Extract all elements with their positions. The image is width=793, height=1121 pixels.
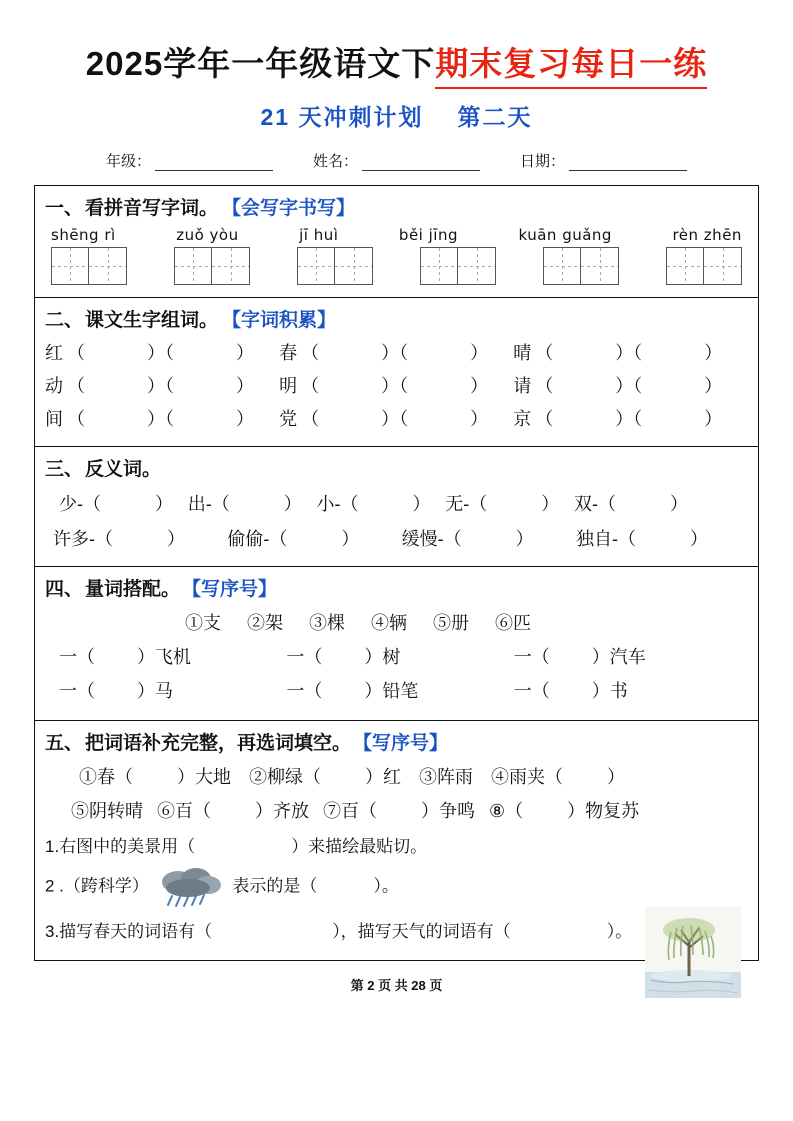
idiom-option[interactable]	[157, 797, 309, 823]
title-black-part: 2025学年一年级语文下	[85, 45, 436, 82]
antonym-item[interactable]: 无-（ ）	[445, 494, 560, 514]
suffix-label: ）树	[364, 647, 401, 667]
idiom-suffix: ）	[607, 767, 625, 787]
measure-word-item[interactable]	[59, 677, 286, 703]
idiom-option[interactable]	[489, 797, 639, 823]
word-build-row	[45, 405, 748, 431]
prefix-label: 一（	[513, 681, 550, 701]
tianzige-cell[interactable]	[666, 247, 704, 285]
antonym-label: 缓慢-	[401, 529, 444, 549]
exercise-frame	[34, 185, 759, 961]
antonym-item[interactable]: 出-（ ）	[187, 494, 302, 514]
option-item[interactable]: ②架	[247, 613, 283, 633]
section-3-title: 反义词。	[83, 454, 163, 481]
prefix-label: 一（	[59, 647, 95, 667]
idiom-option[interactable]	[249, 763, 401, 789]
prefix-label: 一（	[286, 681, 323, 701]
date-label: 日期：	[520, 153, 566, 170]
section-2	[35, 298, 758, 447]
section-1-tag: 【会写字书写】	[220, 193, 357, 220]
suffix-label: ）铅笔	[364, 681, 419, 701]
date-blank[interactable]	[569, 155, 687, 171]
subtitle-day: 第二天	[457, 104, 533, 130]
grade-label: 年级：	[105, 153, 151, 170]
char-label: 京	[513, 409, 532, 429]
writing-box-pair[interactable]	[543, 247, 619, 285]
measure-word-item[interactable]	[286, 677, 513, 703]
name-field[interactable]	[313, 150, 480, 171]
antonym-label: 出-	[187, 494, 212, 514]
question-3	[45, 917, 748, 942]
prefix-label: 一（	[59, 681, 95, 701]
section-4-number: 四、	[45, 579, 84, 600]
prefix-label: 一（	[286, 647, 323, 667]
idiom-prefix: ②柳绿（	[249, 767, 321, 787]
pinyin-item: jī huì	[299, 226, 339, 244]
measure-word-row	[45, 643, 748, 669]
tianzige-cell[interactable]	[212, 247, 250, 285]
tianzige-cell[interactable]	[704, 247, 742, 285]
date-field[interactable]	[520, 150, 687, 171]
pinyin-item: rèn zhēn	[672, 226, 742, 244]
idiom-suffix: ）物复苏	[567, 801, 640, 821]
pinyin-item: zuǒ yòu	[176, 226, 239, 244]
section-1-title: 看拼音写字词。	[83, 193, 220, 220]
section-3-number: 三、	[45, 459, 84, 480]
idiom-option[interactable]	[79, 763, 231, 789]
pinyin-item: kuān guǎng	[518, 226, 612, 244]
word-build-item[interactable]: 请 （ ）（ ）	[513, 372, 747, 398]
antonym-label: 许多-	[53, 529, 95, 549]
page-title	[34, 38, 759, 87]
section-4-title: 量词搭配。	[83, 574, 182, 601]
question-1-suffix: ）来描绘最贴切。	[291, 837, 428, 856]
antonym-item[interactable]: 双-（ ）	[574, 494, 688, 514]
char-label: 党	[279, 409, 298, 429]
tianzige-cell[interactable]	[581, 247, 619, 285]
section-5-heading	[45, 728, 748, 755]
section-2-title: 课文生字组词。	[83, 305, 220, 332]
question-3-suffix: ）。	[606, 922, 633, 941]
option-item[interactable]: ③棵	[309, 613, 345, 633]
measure-word-item[interactable]	[514, 677, 741, 703]
word-build-item[interactable]: 明 （ ）（ ）	[279, 372, 513, 398]
question-2	[45, 866, 748, 908]
writing-box-pair[interactable]	[174, 247, 250, 285]
student-info-row	[34, 150, 759, 171]
section-2-heading	[45, 305, 748, 332]
subtitle-plan: 21 天冲刺计划	[260, 104, 424, 130]
question-2-suffix: ）。	[373, 876, 399, 896]
word-build-item[interactable]: 党 （ ）（ ）	[279, 405, 513, 431]
idiom-option[interactable]: ③阵雨	[419, 767, 473, 787]
antonym-item[interactable]: 小-（ ）	[316, 494, 431, 514]
section-3-heading	[45, 454, 748, 481]
section-4-heading	[45, 574, 748, 601]
suffix-label: ）汽车	[591, 647, 646, 667]
title-red-part: 期末复习每日一练	[435, 38, 707, 87]
question-1	[45, 832, 748, 857]
writing-box-pair[interactable]	[666, 247, 742, 285]
pinyin-item: běi jīng	[398, 226, 458, 244]
grade-field[interactable]	[106, 150, 273, 171]
antonym-label: 独自-	[575, 529, 618, 549]
measure-word-item[interactable]	[286, 643, 513, 669]
antonym-label: 无-	[445, 494, 470, 514]
suffix-label: ）书	[591, 681, 628, 701]
antonym-item[interactable]: 缓慢-（ ）	[401, 529, 534, 549]
char-label: 请	[513, 376, 532, 396]
question-1-prefix: 1.右图中的美景用（	[45, 837, 196, 856]
writing-box-pair[interactable]	[297, 247, 373, 285]
option-item[interactable]: ④辆	[371, 613, 407, 633]
idiom-prefix: ⑥百（	[157, 801, 211, 821]
antonym-label: 双-	[574, 494, 598, 514]
tianzige-cell[interactable]	[89, 247, 127, 285]
question-3-prefix: 3.描写春天的词语有（	[45, 922, 213, 941]
section-1	[35, 186, 758, 298]
measure-word-options	[45, 609, 748, 635]
idiom-option[interactable]: ⑤阴转晴	[71, 801, 143, 821]
antonym-row	[45, 525, 748, 551]
grade-blank[interactable]	[155, 155, 273, 171]
section-1-heading	[45, 193, 748, 220]
char-label: 动	[45, 376, 63, 396]
page-footer: 第 2 页 共 28 页	[350, 978, 443, 993]
section-1-number: 一、	[45, 198, 84, 219]
willow-tree-image	[645, 906, 741, 998]
word-build-item[interactable]: 动 （ ）（ ）	[45, 372, 279, 398]
idiom-suffix: ）争鸣	[421, 801, 475, 821]
measure-word-item[interactable]	[59, 643, 286, 669]
idiom-option[interactable]	[323, 797, 475, 823]
question-2-mid: 表示的是（	[232, 876, 318, 896]
idiom-option[interactable]	[491, 763, 625, 789]
idiom-options-row-2	[45, 797, 748, 823]
pinyin-item: shēng rì	[51, 226, 116, 244]
tianzige-cell[interactable]	[51, 247, 89, 285]
antonym-item[interactable]: 独自-（ ）	[575, 529, 708, 549]
antonym-item[interactable]: 许多-（ ）	[53, 529, 185, 549]
tianzige-cell[interactable]	[174, 247, 212, 285]
idiom-suffix: ）大地	[177, 767, 231, 787]
section-3	[35, 447, 758, 567]
section-4	[35, 567, 758, 721]
antonym-label: 小-	[316, 494, 341, 514]
idiom-prefix: ⑦百（	[323, 801, 377, 821]
tianzige-cell[interactable]	[420, 247, 458, 285]
idiom-prefix: ①春（	[79, 767, 133, 787]
question-3-mid: ），描写天气的词语有（	[332, 922, 511, 941]
antonym-item[interactable]: 少-（ ）	[59, 494, 173, 514]
char-label: 春	[279, 343, 298, 363]
tianzige-cell[interactable]	[335, 247, 373, 285]
section-5-tag: 【写序号】	[353, 733, 449, 754]
writing-box-pair[interactable]	[420, 247, 496, 285]
antonym-item[interactable]: 偷偷-（ ）	[227, 529, 360, 549]
option-item[interactable]: ①支	[185, 613, 221, 633]
char-label: 间	[45, 409, 63, 429]
tianzige-cell[interactable]	[543, 247, 581, 285]
section-5-number: 五、	[45, 733, 84, 754]
word-build-row	[45, 372, 748, 398]
measure-word-row	[45, 677, 748, 703]
antonym-label: 偷偷-	[227, 529, 270, 549]
idiom-prefix: ⑧（	[489, 801, 524, 821]
section-2-tag: 【字词积累】	[220, 305, 338, 332]
word-build-item[interactable]: 晴 （ ）（ ）	[513, 339, 747, 365]
measure-word-item[interactable]	[514, 643, 741, 669]
name-blank[interactable]	[362, 155, 480, 171]
idiom-prefix: ④雨夹（	[491, 767, 563, 787]
section-5-title: 把词语补充完整，再选词填空。	[83, 728, 353, 755]
idiom-suffix: ）红	[365, 767, 401, 787]
char-label: 晴	[513, 343, 532, 363]
subtitle	[34, 99, 759, 132]
tianzige-cell[interactable]	[458, 247, 496, 285]
idiom-suffix: ）齐放	[255, 801, 309, 821]
writing-box-pair[interactable]	[51, 247, 127, 285]
question-2-prefix: 2 .（跨科学）	[45, 876, 149, 896]
word-build-item[interactable]: 春 （ ）（ ）	[279, 339, 513, 365]
idiom-options-row-1	[45, 763, 748, 789]
section-2-number: 二、	[45, 310, 84, 331]
suffix-label: ）飞机	[137, 647, 191, 667]
option-item[interactable]: ⑤册	[433, 613, 469, 633]
char-label: 红	[45, 343, 63, 363]
antonym-row	[45, 490, 748, 516]
pinyin-row	[45, 226, 748, 244]
char-label: 明	[279, 376, 298, 396]
name-label: 姓名：	[312, 153, 358, 170]
writing-grid-row	[45, 247, 748, 285]
antonym-label: 少-	[59, 494, 83, 514]
section-4-tag: 【写序号】	[182, 579, 278, 600]
word-build-item[interactable]: 京 （ ）（ ）	[513, 405, 747, 431]
prefix-label: 一（	[513, 647, 550, 667]
word-build-item[interactable]: 红 （ ）（ ）	[45, 339, 279, 365]
option-item[interactable]: ⑥匹	[495, 613, 531, 633]
word-build-item[interactable]: 间 （ ）（ ）	[45, 405, 279, 431]
suffix-label: ）马	[137, 681, 173, 701]
word-build-row	[45, 339, 748, 365]
rain-cloud-icon	[156, 866, 226, 908]
tianzige-cell[interactable]	[297, 247, 335, 285]
